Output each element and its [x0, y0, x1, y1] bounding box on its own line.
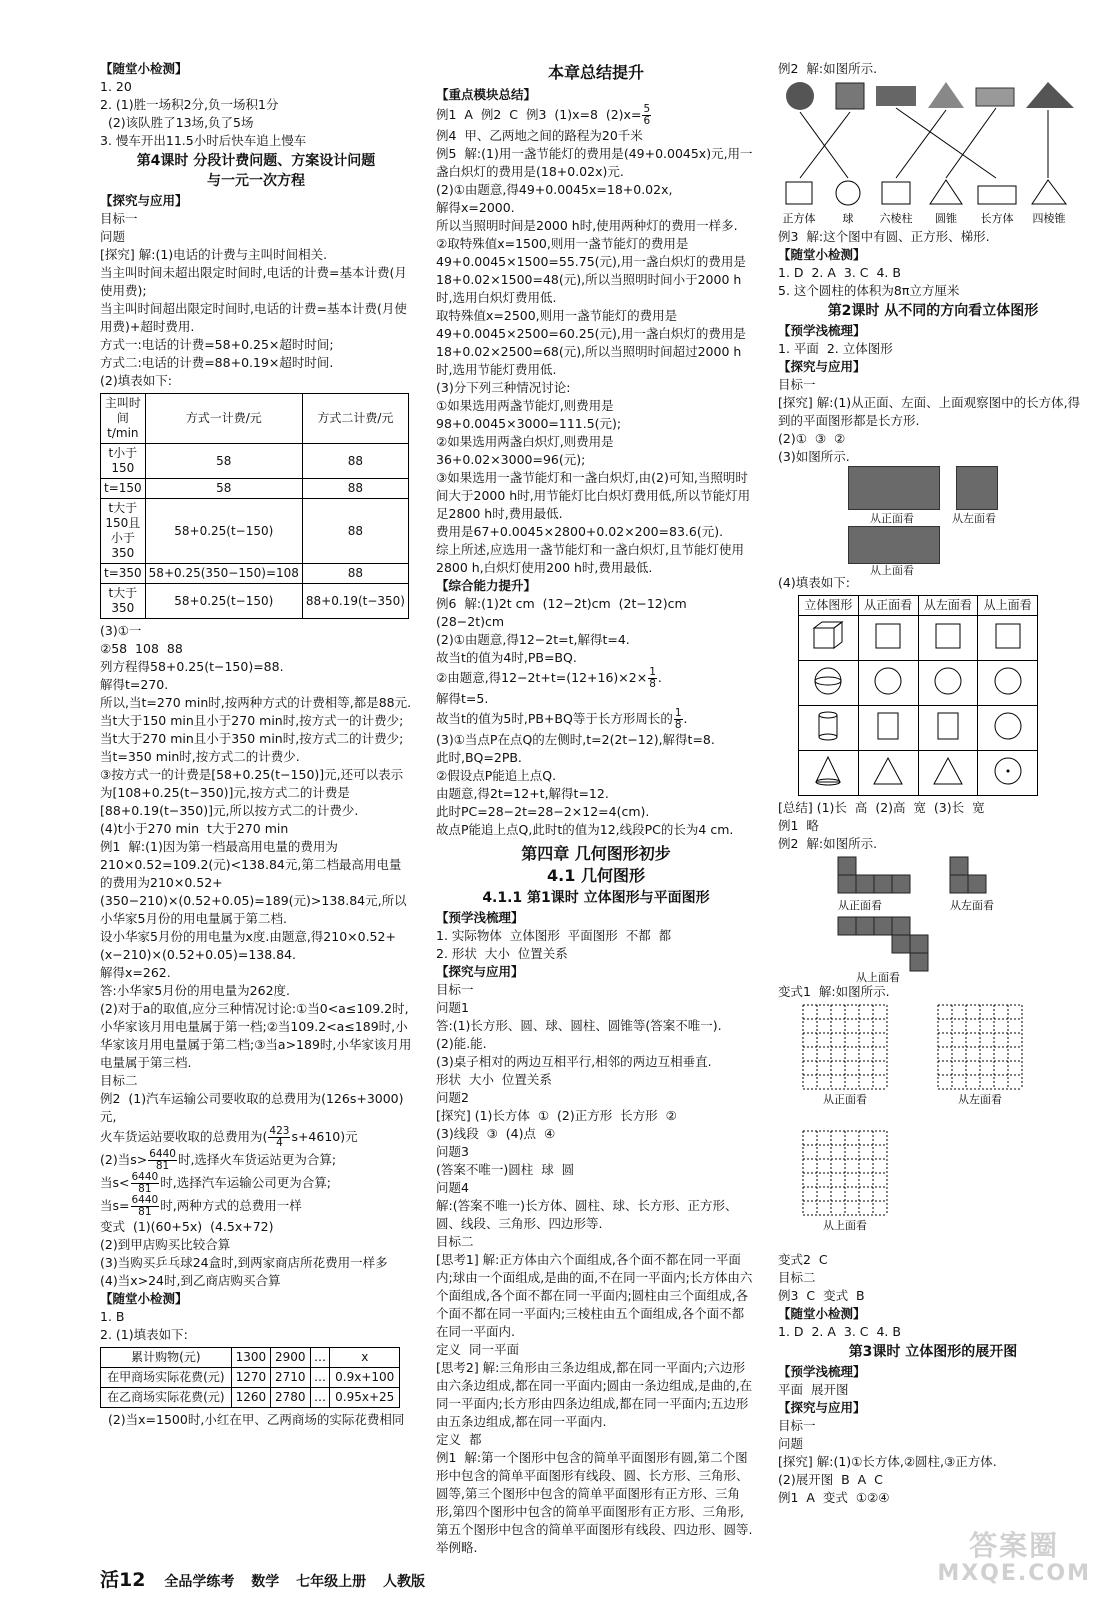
page-footer: [100, 1565, 437, 1592]
text-line: 【预学浅梳理】: [778, 323, 866, 338]
text-line: 目标二: [100, 1073, 138, 1088]
table-cell: [978, 616, 1038, 661]
cone-icon: [930, 180, 962, 204]
text-line: 【探究与应用】: [100, 193, 188, 208]
table-header-cell: 立体图形: [799, 596, 859, 616]
text-line: ①如果选用两盏节能灯,则费用是98+0.0045×3000=111.5(元);: [436, 398, 622, 431]
table-cell: 1260: [231, 1388, 270, 1408]
text-line: ②假设点P能追上点Q.: [436, 768, 557, 783]
table-row: [101, 564, 409, 584]
text-line: 【探究与应用】: [436, 964, 524, 979]
text-line: 当t=350 min时,按方式二的计费少.: [100, 749, 300, 764]
table-cell: …: [310, 1388, 330, 1408]
cuboid-icon: [978, 186, 1016, 204]
square-icon: [868, 618, 908, 654]
summary-examples: [436, 127, 756, 667]
caption-top: 从上面看: [856, 971, 900, 983]
part3-lines: [436, 731, 756, 839]
text-line: 【随堂小检测】: [778, 1306, 866, 1321]
text-line: 变式2 C: [778, 1252, 828, 1267]
text-line: 定义 同一平面: [436, 1342, 519, 1357]
text-line: 1. 实际物体 立体图形 平面图形 不都 都: [436, 928, 672, 943]
condition-line-1: (2)当s> $\frac{6440}{81}$ 时,选择火车货运站更为合算;: [100, 1148, 337, 1172]
table-cell: 2710: [271, 1368, 310, 1388]
table-cell: [978, 751, 1038, 796]
table-cell: [799, 751, 859, 796]
hexprism-icon: [882, 182, 910, 204]
table-cell: 0.9x+100: [330, 1368, 400, 1388]
sphere-icon: [808, 663, 848, 699]
cone-photo-icon: [928, 82, 964, 108]
table-cell: 1270: [231, 1368, 270, 1388]
text-line: [思考1] 解:正方体由六个面组成,各个面不都在同一平面内;球由一个面组成,是曲的面,不在同一平面内;长方体由六个面组成,各个面不都在同一平面内;圆柱由三个面组成,各个面不都在同一平面内;三棱柱由五个面组成,各个面不都在同一平面内.: [436, 1252, 753, 1339]
table-cell: t=350: [101, 564, 146, 584]
cube-photo-icon: [836, 83, 864, 109]
table-cell: [858, 661, 918, 706]
table-cell: [918, 706, 978, 751]
text-line: 目标二: [778, 1270, 816, 1285]
table-cell: …: [310, 1368, 330, 1388]
table-row: [799, 661, 1038, 706]
fill-table-line: (4)填表如下:: [778, 575, 850, 590]
cylinder-icon: [808, 708, 848, 744]
text-line: 目标一: [778, 377, 816, 392]
text-line: 费用是67+0.0045×2800+0.02×200=83.6(元).: [436, 524, 724, 539]
text-line: 问题: [778, 1436, 804, 1451]
cube-icon: [808, 618, 848, 654]
text-line: 2. (1)填表如下:: [100, 1327, 188, 1342]
table-cell: 88: [302, 564, 408, 584]
watermark-logo: 答案圈 MXQE.COM: [937, 1529, 1091, 1586]
globe-photo-icon: [786, 82, 814, 110]
table-row: [799, 616, 1038, 661]
cube-stack-views: [778, 853, 1078, 983]
cube-icon: [786, 182, 812, 204]
variant1-line: 变式1 解:如图所示.: [778, 984, 890, 999]
text-line: (4)当x>24时,到乙商店购买合算: [100, 1273, 281, 1288]
text-line: 综上所述,应选用一盏节能灯和一盏白炽灯,且节能灯使用2800 h,白炽灯使用200 h时,费用最低.: [436, 542, 744, 575]
example2-freight-line: 火车货运站要收取的总费用为( $\frac{423}{4}$ s+4610)元: [100, 1125, 358, 1149]
table-cell: [858, 751, 918, 796]
solid-label: 六棱柱: [879, 212, 913, 225]
table-cell: 58+0.25(t−150): [145, 499, 302, 564]
text-line: 例2 (1)汽车运输公司要收取的总费用为(126s+3000)元,: [100, 1091, 404, 1124]
text-line: 1. 20: [100, 79, 132, 94]
solid-label: 球: [842, 212, 854, 225]
text-line: 目标一: [778, 1418, 816, 1433]
lesson4-title-line2: 与一元一次方程: [207, 173, 305, 189]
variant-and-quiz: [100, 1218, 412, 1344]
views-table: [798, 595, 1038, 796]
triangle-icon: [868, 753, 908, 789]
table-cell: 58: [145, 444, 302, 479]
conclusion-line: 故当t的值为5时,PB+BQ等于长方形周长的 $\frac{1}{8}$ .: [436, 707, 688, 731]
text-line: 例1 解:(1)因为第一档最高用电量的费用为210×0.52=109.2(元)<138.84元,第二档最高用电量的费用为210×0.52+(350−210)×(0.52+0.05)=189(元)>138.84元,所以小华家5月份的用电量属于第二档.: [100, 839, 407, 926]
table-header-cell: 累计购物(元): [101, 1348, 232, 1368]
text-line: [探究] 解:(1)①长方体,②圆柱,③正方体.: [778, 1454, 997, 1469]
text-line: 问题2: [436, 1090, 469, 1105]
text-line: 【预学浅梳理】: [436, 910, 524, 925]
text-line: 当主叫时间未超出限定时间时,电话的计费=基本计费(月使用费);: [100, 265, 407, 298]
text-line: (3)桌子相对的两边互相平行,相邻的两边互相垂直.: [436, 1054, 712, 1069]
table-header-cell: 1300: [231, 1348, 270, 1368]
text-line: 故当t的值为4时,PB=BQ.: [436, 650, 577, 665]
cone-icon: [808, 753, 848, 789]
text-line: (2)①由题意,得12−2t=t,解得t=4.: [436, 632, 630, 647]
text-line: 目标一: [100, 211, 138, 226]
table-cell: [978, 661, 1038, 706]
text-line: [探究] (1)长方体 ① (2)正方形 长方形 ②: [436, 1108, 677, 1123]
text-line: 目标一: [436, 982, 474, 997]
column-middle: [436, 60, 756, 1557]
page-number: 活12: [100, 1569, 146, 1591]
solid-label: 四棱锥: [1032, 212, 1066, 225]
table-cell: [799, 616, 859, 661]
table-header-cell: 从左面看: [918, 596, 978, 616]
text-line: (3)①当点P在点Q的左侧时,t=2(2t−12),解得t=8.: [436, 732, 715, 747]
text-line: (3)分下列三种情况讨论:: [436, 380, 571, 395]
footer-brand: 全品学练考: [164, 1574, 235, 1590]
text-line: 变式 (1)(60+5x) (4.5x+72): [100, 1219, 274, 1234]
section411-body: [436, 909, 756, 1557]
text-line: 故点P能追上点Q,此时t的值为12,线段PC的长为4 cm.: [436, 822, 734, 837]
text-line: 例1 略: [778, 818, 819, 833]
shopping-conclusion: (2)当x=1500时,小红在甲、乙两商场的实际花费相同: [100, 1412, 405, 1427]
solid-label: 正方体: [782, 212, 816, 225]
quiz-section-1: [100, 60, 412, 150]
table-cell: 0.95x+25: [330, 1388, 400, 1408]
text-line: 例3 解:这个图中有圆、正方形、梯形.: [778, 229, 990, 244]
table-row: [101, 479, 409, 499]
caption-top: 从上面看: [870, 564, 914, 577]
text-line: (2)填表如下:: [100, 373, 172, 388]
text-line: (2)①由题意,得49+0.0045x=18+0.02x,: [436, 182, 673, 197]
fraction: $\frac{5}{6}$: [643, 103, 651, 127]
table-header-cell: …: [310, 1348, 330, 1368]
lesson2-body: [778, 322, 1088, 466]
footer-subject: 数学: [251, 1574, 280, 1590]
text-line: (3)①一: [100, 623, 142, 638]
text-line: ②取特殊值x=1500,则用一盏节能灯的费用是49+0.0045×1500=55.75(元),用一盏白炽灯的费用是18+0.02×1500=48(元),所以当照明时间小于2000 h时,选用白炽灯费用低.: [436, 236, 746, 305]
text-line: 【预学浅梳理】: [778, 1364, 866, 1379]
text-line: (答案不唯一)圆柱 球 圆: [436, 1162, 575, 1177]
table-cell: [858, 706, 918, 751]
column-right: [778, 60, 1088, 1507]
table-cell: 58+0.25(t−150): [145, 584, 302, 619]
summary-lines: [778, 799, 1088, 853]
text-line: 【随堂小检测】: [778, 247, 866, 262]
fraction: $\frac{6440}{81}$: [149, 1148, 176, 1172]
text-line: 1. D 2. A 3. C 4. B: [778, 1324, 901, 1339]
text-line: (3)当购买乒乓球24盒时,到两家商店所花费用一样多: [100, 1255, 388, 1270]
section411-title: 4.1.1 第1课时 立体图形与平面图形: [482, 890, 710, 906]
top-view-rect: [848, 526, 940, 564]
circle-dot-icon: [988, 753, 1028, 789]
text-line: (2)① ③ ②: [778, 431, 846, 446]
text-line: 1. B: [100, 1309, 125, 1324]
text-line: 5. 这个圆柱的体积为8π立方厘米: [778, 283, 960, 298]
text-line: [思考2] 解:三角形由三条边组成,都在同一平面内;六边形由六条边组成,都在同一平面内;圆由一条边组成,是曲的,在同一平面内;长方形由四条边组成,都在同一平面内;五边形由五条边组成,都在同一平面内.: [436, 1360, 753, 1429]
front-view-rect: [848, 466, 940, 510]
left-view-rect: [956, 466, 998, 510]
text-line: (2)对于a的取值,应分三种情况讨论:①当0<a≤109.2时,小华家该月用电量属于第一档;②当109.2<a≤189时,小华家该月用电量属于第二档;③当a>189时,小华家该月用电量属于第三档.: [100, 1001, 412, 1070]
table-header-cell: 从正面看: [858, 596, 918, 616]
text-line: 方式二:电话的计费=88+0.19×超时时间.: [100, 355, 334, 370]
text-line: (2)能.能.: [436, 1036, 487, 1051]
text-line: (2)展开图 B A C: [778, 1472, 883, 1487]
text-line: 例2 解:如图所示.: [778, 836, 878, 851]
pencil-photo-icon: [876, 86, 916, 106]
text-line: 【重点模块总结】: [436, 87, 537, 102]
table-cell: 在乙商场实际花费(元): [101, 1388, 232, 1408]
table-cell: 88: [302, 479, 408, 499]
text-line: [探究] 解:(1)电话的计费与主叫时间相关.: [100, 247, 328, 262]
text-line: 1. 平面 2. 立体图形: [778, 341, 893, 356]
text-line: 【探究与应用】: [778, 1400, 866, 1415]
text-line: 当t大于150 min且小于270 min时,按方式一的计费少;: [100, 713, 404, 728]
footer-edition: 人教版: [382, 1574, 425, 1590]
text-line: 问题: [100, 229, 126, 244]
variant2-and-quiz: [778, 1251, 1088, 1341]
text-line: 此时,BQ=2PB.: [436, 750, 522, 765]
text-line: 解得x=2000.: [436, 200, 515, 215]
table-row: [101, 584, 409, 619]
fraction: $\frac{423}{4}$: [269, 1125, 290, 1149]
text-line: 【探究与应用】: [778, 359, 866, 374]
table-header-cell: 方式二计费/元: [302, 394, 408, 444]
text-line: 例6 解:(1)2t cm (12−2t)cm (2t−12)cm (28−2t)cm: [436, 596, 695, 629]
text-line: (2)该队胜了13场,负了5场: [100, 115, 254, 130]
shopping-table: [100, 1347, 400, 1408]
table-cell: 88+0.19(t−350): [302, 584, 408, 619]
table-header-cell: 2900: [271, 1348, 310, 1368]
table-row: [101, 1388, 400, 1408]
box-photo-icon: [976, 88, 1014, 106]
table-cell: [918, 661, 978, 706]
cuboid-views-figure: [778, 466, 1088, 577]
table-cell: t大于350: [101, 584, 146, 619]
chapter4-title: 第四章 几何图形初步: [521, 844, 671, 863]
variant1-grids: [778, 1001, 1078, 1251]
text-line: 由题意,得2t=12+t,解得t=12.: [436, 786, 609, 801]
caption-front: 从正面看: [870, 512, 914, 525]
fraction: $\frac{1}{8}$: [674, 707, 682, 731]
table-cell: [918, 616, 978, 661]
text-line: 当t大于270 min且小于350 min时,按方式二的计费少;: [100, 731, 404, 746]
fraction: $\frac{6440}{81}$: [131, 1171, 159, 1195]
text-line: 定义 都: [436, 1432, 482, 1447]
text-line: 平面 展开图: [778, 1382, 849, 1397]
text-line: ②如果选用两盏白炽灯,则费用是36+0.02×3000=96(元);: [436, 434, 614, 467]
table-row: [101, 1368, 400, 1388]
lesson3-body: [778, 1363, 1088, 1507]
text-line: 例1 解:第一个图形中包含的简单平面图形有圆,第二个图形中包含的简单平面图形有线段、圆、长方形、三角形、圆等,第三个图形中包含的简单平面图形有正方形、三角形,第四个图形中包含的简单平面图形有正方形、三角形,第五个图形中包含的简单平面图形有线段、四边形、圆等.举例略.: [436, 1450, 753, 1555]
text-line: 答:小华家5月份的用电量为262度.: [100, 983, 290, 998]
text-line: 【综合能力提升】: [436, 578, 537, 593]
text-line: (2)到甲店购买比较合算: [100, 1237, 231, 1252]
rectangle-icon: [868, 708, 908, 744]
text-line: 解:(答案不唯一)长方体、圆柱、球、长方形、正方形、圆、线段、三角形、四边形等.: [436, 1198, 738, 1231]
text-line: 2. (1)胜一场积2分,负一场积1分: [100, 97, 279, 112]
solid-matching-figure: [778, 78, 1078, 228]
text-line: (3)线段 ③ (4)点 ④: [436, 1126, 556, 1141]
text-line: 解得x=262.: [100, 965, 171, 980]
table-cell: [858, 616, 918, 661]
lesson3-title: 第3课时 立体图形的展开图: [848, 1344, 1018, 1360]
table-header-cell: 方式一计费/元: [145, 394, 302, 444]
text-line: 所以当照明时间是2000 h时,使用两种灯的费用一样多.: [436, 218, 738, 233]
table-header-cell: x: [330, 1348, 400, 1368]
section41-title: 4.1 几何图形: [547, 866, 645, 885]
table-cell: 88: [302, 444, 408, 479]
text-line: 此时PC=28−2t=28−2×12=4(cm).: [436, 804, 650, 819]
table-row: [101, 444, 409, 479]
grid-caption: 从左面看: [958, 1093, 1002, 1106]
text-line: [总结] (1)长 高 (2)高 宽 (3)长 宽: [778, 800, 985, 815]
table-header-cell: 从上面看: [978, 596, 1038, 616]
solid-label: 圆锥: [935, 212, 957, 225]
text-line: 例5 解:(1)用一盏节能灯的费用是(49+0.0045x)元,用一盏白炽灯的费用是(18+0.02x)元.: [436, 146, 753, 179]
square-icon: [988, 618, 1028, 654]
table-cell: t小于150: [101, 444, 146, 479]
table-cell: 58: [145, 479, 302, 499]
fraction: $\frac{6440}{81}$: [131, 1194, 159, 1218]
column-left: [100, 60, 412, 1429]
text-line: 问题1: [436, 1000, 469, 1015]
text-line: 答:(1)长方形、圆、球、圆柱、圆锥等(答案不唯一).: [436, 1018, 722, 1033]
text-line: ③如果选用一盏节能灯和一盏白炽灯,由(2)可知,当照明时间大于2000 h时,用节能灯比白炽灯费用低,所以节能灯用足2800 h时,费用最低.: [436, 470, 751, 521]
summary-header: [436, 86, 756, 104]
table-cell: t=150: [101, 479, 146, 499]
condition-line-3: 当s= $\frac{6440}{81}$ 时,两种方式的总费用一样: [100, 1194, 302, 1218]
text-line: 2. 形状 大小 位置关系: [436, 946, 568, 961]
circle-icon: [988, 708, 1028, 744]
condition-line-2: 当s< $\frac{6440}{81}$ 时,选择汽车运输公司更为合算;: [100, 1171, 331, 1195]
example2-line: 例2 解:如图所示.: [778, 61, 878, 76]
text-line: 例1 A 变式 ①②④: [778, 1490, 890, 1505]
table-row: [799, 706, 1038, 751]
table-cell: [978, 706, 1038, 751]
table-cell: [918, 751, 978, 796]
table-row: [101, 499, 409, 564]
text-line: 1. D 2. A 3. C 4. B: [778, 265, 901, 280]
table-cell: 58+0.25(350−150)=108: [145, 564, 302, 584]
pyramid-icon: [1032, 180, 1066, 204]
text-line: 问题3: [436, 1144, 469, 1159]
caption-front: 从正面看: [838, 899, 882, 912]
text-line: 设小华家5月份的用电量为x度.由题意,得210×0.52+(x−210)×(0.52+0.05)=138.84.: [100, 929, 396, 962]
text-line: ②58 108 88: [100, 641, 183, 656]
lesson4-title-line1: 第4课时 分段计费问题、方案设计问题: [136, 153, 376, 169]
table-cell: 88: [302, 499, 408, 564]
grid-caption: 从正面看: [823, 1093, 867, 1106]
lesson2-title: 第2课时 从不同的方向看立体图形: [827, 303, 1039, 319]
text-line: 取特殊值x=2500,则用一盏节能灯的费用是49+0.0045×2500=60.25(元),用一盏白炽灯的费用是18+0.02×2500=68(元),所以当照明时间超过2000 h时,选用节能灯费用低.: [436, 308, 746, 377]
solid-label: 长方体: [980, 212, 1014, 225]
circle-icon: [988, 663, 1028, 699]
equation-line: ②由题意,得12−2t+t=(12+16)×2× $\frac{1}{8}$ .: [436, 666, 662, 690]
example1-3-line: 例1 A 例2 C 例3 (1)x=8 (2)x= $\frac{5}{6}$: [436, 103, 651, 127]
text-line: 【随堂小检测】: [100, 1291, 188, 1306]
text-line: 例3 C 变式 B: [778, 1288, 865, 1303]
text-line: 当主叫时间超出限定时间时,电话的计费=基本计费(月使用费)+超时费用.: [100, 301, 407, 334]
text-line: 所以,当t=270 min时,按两种方式的计费相等,都是88元.: [100, 695, 412, 710]
circle-icon: [868, 663, 908, 699]
chapter-summary-title: 本章总结提升: [547, 63, 644, 82]
triangle-icon: [928, 753, 968, 789]
table-cell: 在甲商场实际花费(元): [101, 1368, 232, 1388]
text-line: 3. 慢车开出11.5小时后快车追上慢车: [100, 133, 307, 148]
text-line: (4)t小于270 min t大于270 min: [100, 821, 289, 836]
text-line: (3)如图所示.: [778, 449, 850, 464]
square-icon: [928, 618, 968, 654]
grid-caption: 从上面看: [823, 1219, 867, 1232]
text-line: 问题4: [436, 1180, 469, 1195]
circle-icon: [928, 663, 968, 699]
text-line: 解得t=270.: [100, 677, 169, 692]
table-cell: [799, 661, 859, 706]
answer-lines: [100, 622, 412, 1126]
text-line: ③按方式一的计费是[58+0.25(t−150)]元,还可以表示为[108+0.25(t−350)]元,按方式二的计费是[88+0.19(t−350)]元,所以按方式二的计费少.: [100, 767, 404, 818]
table-cell: [799, 706, 859, 751]
rectangle-icon: [928, 708, 968, 744]
table-cell: t大于150且小于350: [101, 499, 146, 564]
footer-grade: 七年级上册: [296, 1574, 367, 1590]
caption-left: 从左面看: [952, 512, 996, 525]
table-row: [799, 751, 1038, 796]
fraction: $\frac{1}{8}$: [649, 666, 656, 690]
caption-left: 从左面看: [950, 899, 994, 912]
sphere-icon: [836, 181, 860, 205]
pyramid-photo-icon: [1026, 82, 1074, 108]
table-cell: 2780: [271, 1388, 310, 1408]
text-line: [探究] 解:(1)从正面、左面、上面观察图中的长方体,得到的平面图形都是长方形.: [778, 395, 1081, 428]
text-line: 目标二: [436, 1234, 474, 1249]
text-line: 列方程得58+0.25(t−150)=88.: [100, 659, 284, 674]
billing-table: [100, 393, 409, 619]
example3-and-quiz: [778, 228, 1088, 300]
text-line: 例4 甲、乙两地之间的路程为20千米: [436, 128, 643, 143]
text-line: 方式一:电话的计费=58+0.25×超时时间;: [100, 337, 334, 352]
table-header-cell: 主叫时间 t/min: [101, 394, 146, 444]
solution-line: 解得t=5.: [436, 691, 489, 706]
text-line: 形状 大小 位置关系: [436, 1072, 552, 1087]
text-line: 【随堂小检测】: [100, 61, 188, 76]
explore-section: [100, 192, 412, 390]
